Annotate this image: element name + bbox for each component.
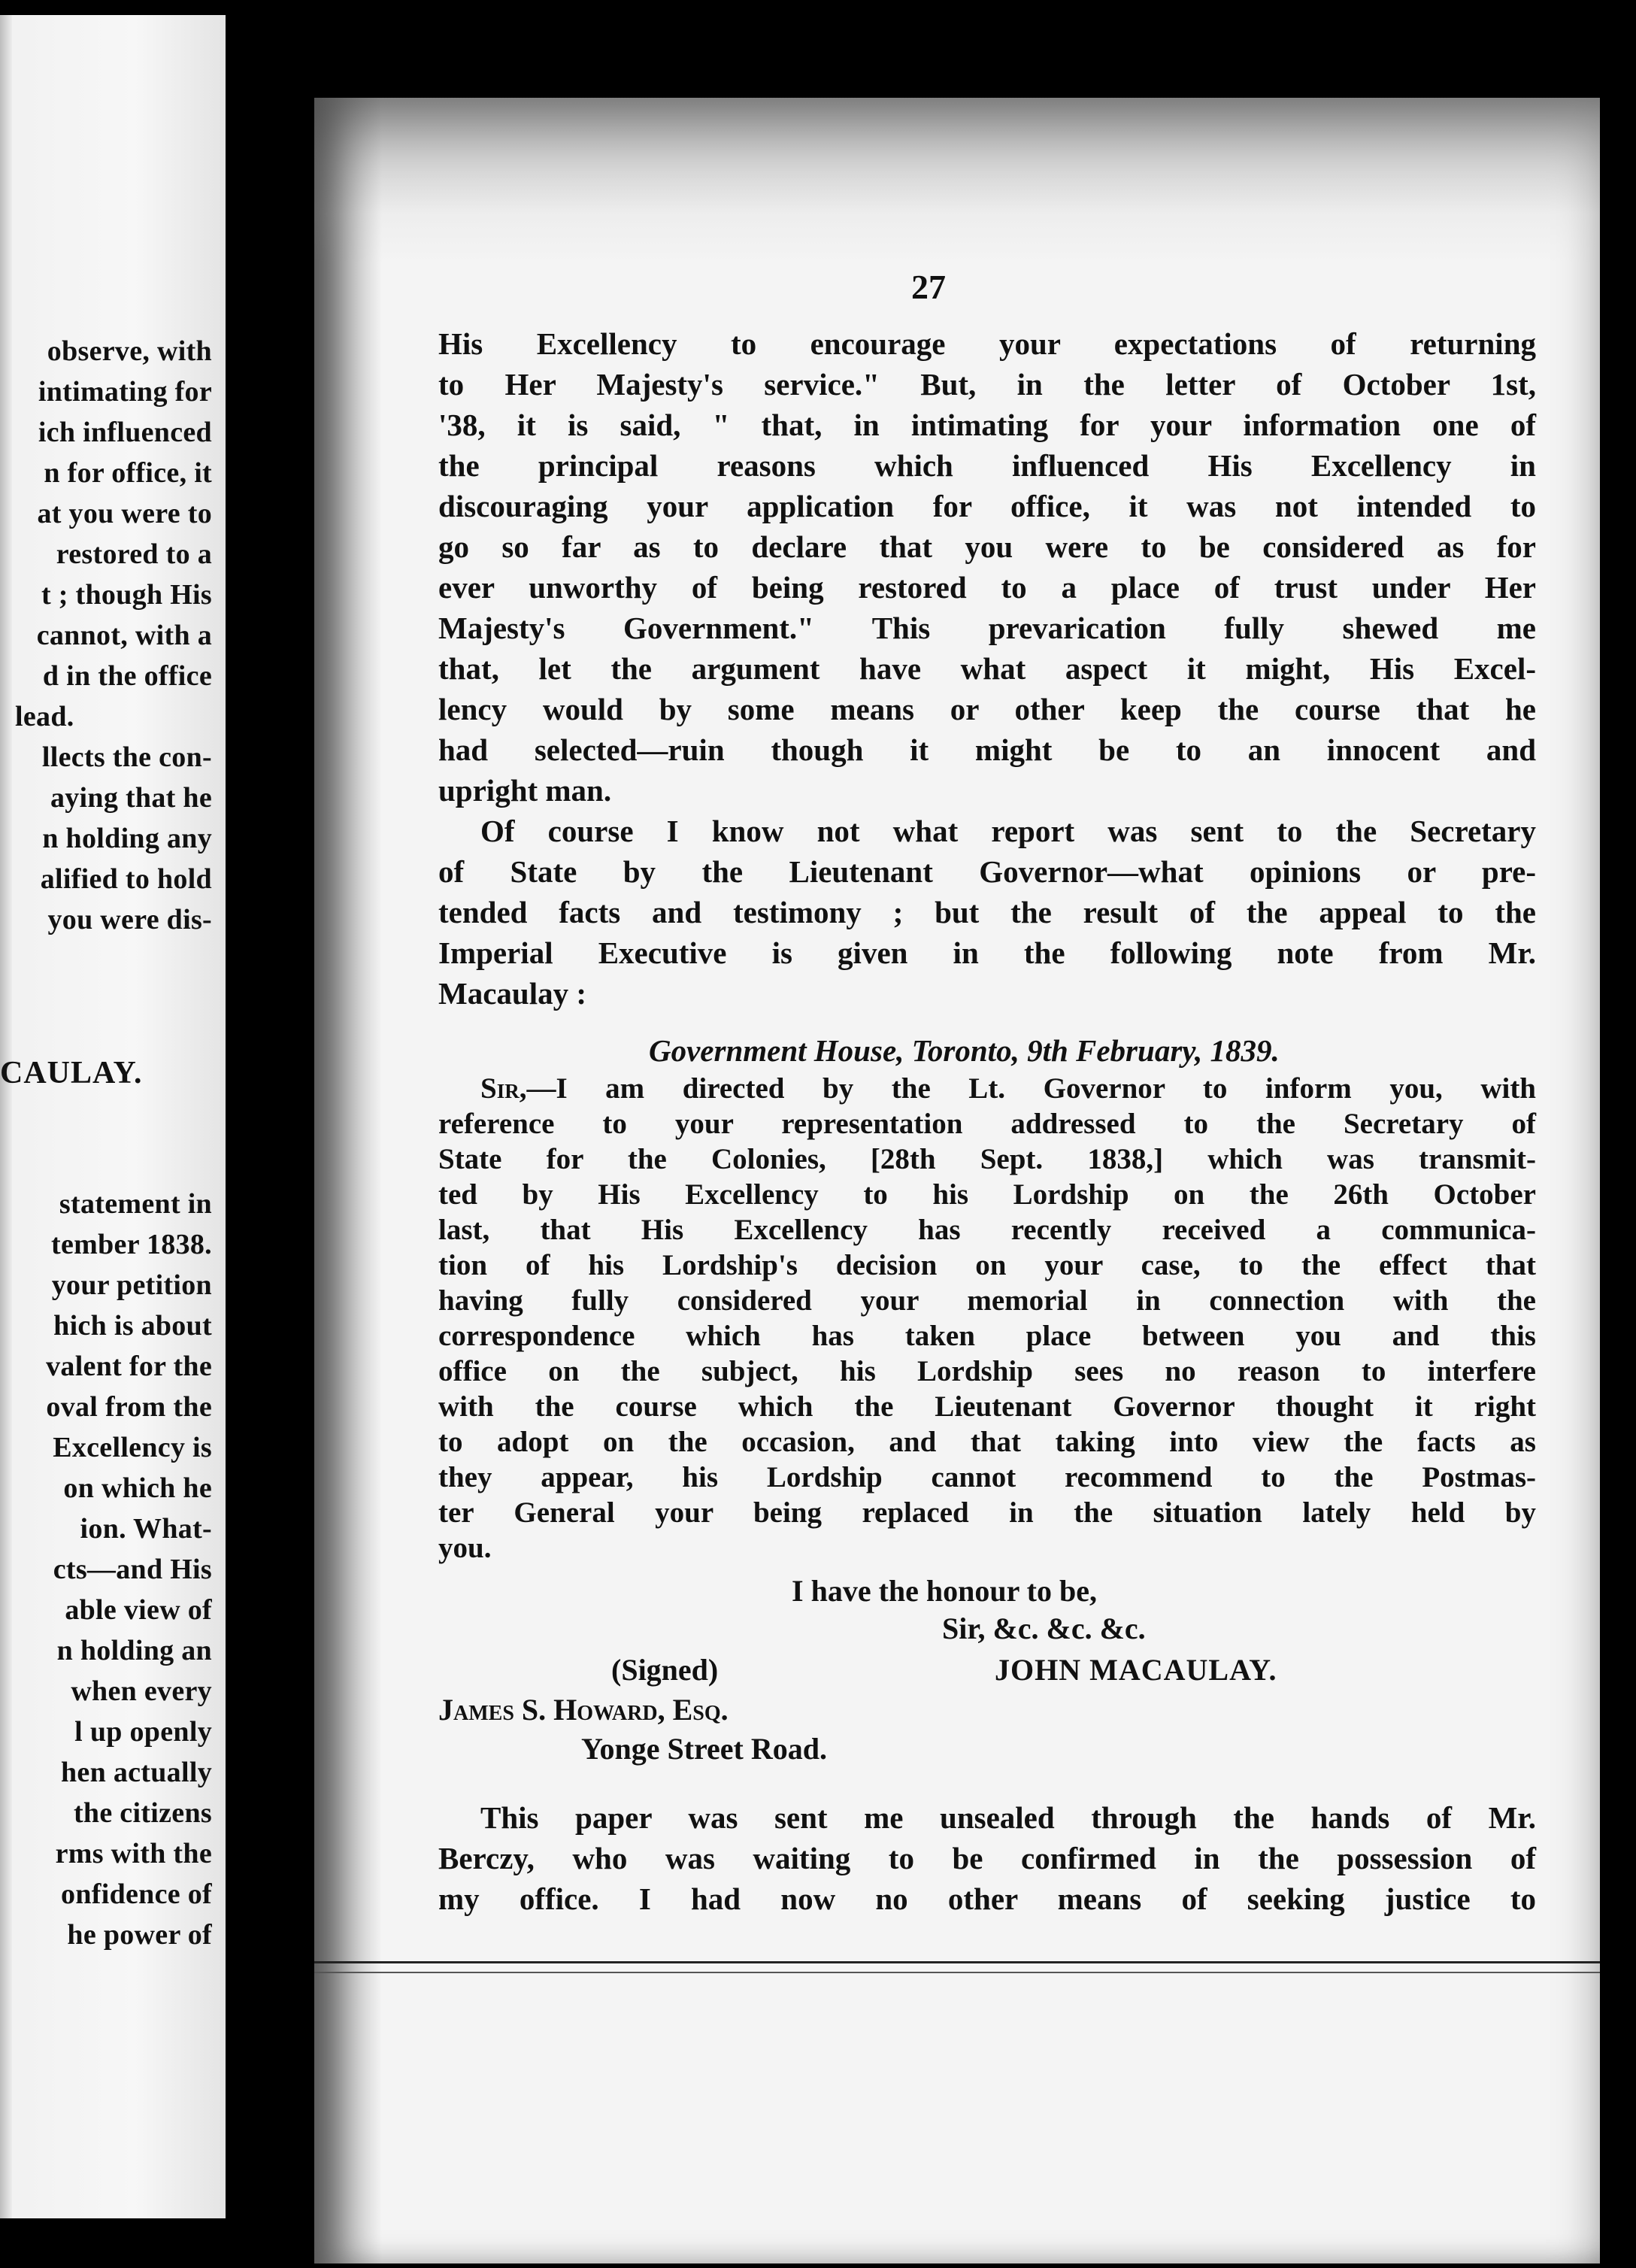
text-line: discouraging your application for office, it was not intended to xyxy=(438,489,1536,523)
text-line: Of course I know not what report was sent to the Secretary xyxy=(480,814,1536,848)
letter-line: correspondence which has taken place between you and this xyxy=(438,1320,1536,1352)
left-line: Excellency is xyxy=(53,1432,212,1463)
letter-salutation: Sir, xyxy=(480,1072,527,1105)
text-line: had selected—ruin though it might be to an innocent and xyxy=(438,732,1536,767)
left-line: d in the office xyxy=(42,660,212,692)
text-line: Majesty's Government." This prevarication fully shewed me xyxy=(438,611,1536,645)
left-line: valent for the xyxy=(46,1351,212,1382)
left-line: the citizens xyxy=(73,1797,212,1829)
text-line: go so far as to declare that you were to be considered as for xyxy=(438,529,1536,564)
left-line: tember 1838. xyxy=(51,1229,212,1260)
letter-line: having fully considered your memorial in connection with the xyxy=(438,1284,1536,1317)
left-line: hen actually xyxy=(60,1757,212,1788)
page-number: 27 xyxy=(911,268,946,306)
left-line: observe, with xyxy=(47,335,212,367)
letter-line: State for the Colonies, [28th Sept. 1838,] which was transmit- xyxy=(438,1143,1536,1175)
text-line: upright man. xyxy=(438,773,612,808)
left-line: when every xyxy=(71,1675,212,1707)
letter-line: reference to your representation addressed to the Secretary of xyxy=(438,1108,1536,1140)
paragraph-1 xyxy=(438,323,1536,811)
signer-name: JOHN MACAULAY. xyxy=(995,1653,1277,1687)
text-line: tended facts and testimony ; but the result of the appeal to the xyxy=(438,895,1536,929)
letter-line: with the course which the Lieutenant Governor thought it right xyxy=(438,1390,1536,1423)
left-line: oval from the xyxy=(46,1391,212,1423)
text-line: Imperial Executive is given in the following note from Mr. xyxy=(438,935,1536,970)
right-page xyxy=(314,98,1600,2263)
left-line: restored to a xyxy=(56,538,212,570)
left-line: cts—and His xyxy=(53,1554,212,1585)
closing-line: I have the honour to be, xyxy=(792,1574,1097,1608)
letter-line: ter General your being replaced in the situation lately held by xyxy=(438,1496,1536,1529)
left-line: aying that he xyxy=(50,782,212,814)
paragraph-3 xyxy=(438,1797,1536,1919)
text-line: Macaulay : xyxy=(438,976,586,1011)
letter-line: they appear, his Lordship cannot recommend to the Postmas- xyxy=(438,1461,1536,1493)
letter-dateline: Government House, Toronto, 9th February, 1839. xyxy=(649,1033,1280,1068)
left-line: you were dis- xyxy=(47,904,212,935)
left-line: he power of xyxy=(67,1919,212,1951)
left-signature: CAULAY. xyxy=(0,1056,143,1090)
closing-line: Sir, &c. &c. &c. xyxy=(942,1612,1146,1645)
addressee: James S. Howard, Esq. xyxy=(438,1693,729,1727)
letter-closing xyxy=(438,1566,1536,1766)
left-line: statement in xyxy=(59,1188,212,1220)
text-line: of State by the Lieutenant Governor—what opinions or pre- xyxy=(438,854,1536,889)
left-line: on which he xyxy=(63,1472,212,1504)
signed-label: (Signed) xyxy=(611,1653,719,1687)
text-line: my office. I had now no other means of seeking justice to xyxy=(438,1881,1536,1916)
left-line: n holding an xyxy=(56,1635,212,1666)
letter-line: office on the subject, his Lordship sees no reason to interfere xyxy=(438,1355,1536,1387)
text-line: ever unworthy of being restored to a place of trust under Her xyxy=(438,570,1536,605)
left-line: rms with the xyxy=(55,1838,212,1869)
letter-line: you. xyxy=(438,1532,492,1564)
left-line: lead. xyxy=(15,701,74,732)
left-line: onfidence of xyxy=(61,1878,212,1910)
left-line: n holding any xyxy=(42,823,212,854)
text-line xyxy=(438,1071,1536,1106)
left-line: ich influenced xyxy=(38,417,212,448)
scan-artifact-line xyxy=(314,1961,1600,1963)
left-line: cannot, with a xyxy=(36,620,212,651)
text-line: This paper was sent me unsealed through the hands of Mr. xyxy=(480,1800,1536,1835)
letter-line: tion of his Lordship's decision on your case, to the effect that xyxy=(438,1249,1536,1281)
letter-line: to adopt on the occasion, and that taking into view the facts as xyxy=(438,1426,1536,1458)
text-line: the principal reasons which influenced His Excellency in xyxy=(438,448,1536,483)
text-line: '38, it is said, " that, in intimating for your information one of xyxy=(438,408,1536,442)
left-line: llects the con- xyxy=(41,741,212,773)
page-body xyxy=(438,323,1536,1919)
text-line: that, let the argument have what aspect it might, His Excel- xyxy=(438,651,1536,686)
text-line: to Her Majesty's service." But, in the letter of October 1st, xyxy=(438,367,1536,402)
left-line: hich is about xyxy=(53,1310,212,1342)
letter-line: last, that His Excellency has recently received a communica- xyxy=(438,1214,1536,1246)
text-line: lency would by some means or other keep the course that he xyxy=(438,692,1536,726)
paragraph-2 xyxy=(438,811,1536,1014)
left-line: ion. What- xyxy=(80,1513,212,1545)
letter-line: —I am directed by the Lt. Governor to inform you, with xyxy=(526,1072,1536,1105)
text-line: His Excellency to encourage your expectations of returning xyxy=(438,326,1536,361)
left-line: n for office, it xyxy=(44,457,212,489)
left-line: l up openly xyxy=(74,1716,212,1748)
left-facing-page xyxy=(0,15,226,2218)
left-line: at you were to xyxy=(37,498,212,529)
quoted-letter xyxy=(438,1030,1536,1766)
letter-line: ted by His Excellency to his Lordship on the 26th October xyxy=(438,1178,1536,1211)
text-line: Berczy, who was waiting to be confirmed in the possession of xyxy=(438,1841,1536,1875)
address: Yonge Street Road. xyxy=(581,1732,828,1766)
left-line: intimating for xyxy=(38,376,212,408)
left-page-text xyxy=(0,331,212,1955)
left-line: t ; though His xyxy=(41,579,212,611)
left-line: able view of xyxy=(65,1594,212,1626)
scan-artifact-line xyxy=(314,1972,1600,1973)
left-line: your petition xyxy=(51,1269,212,1301)
left-line: alified to hold xyxy=(40,863,212,895)
